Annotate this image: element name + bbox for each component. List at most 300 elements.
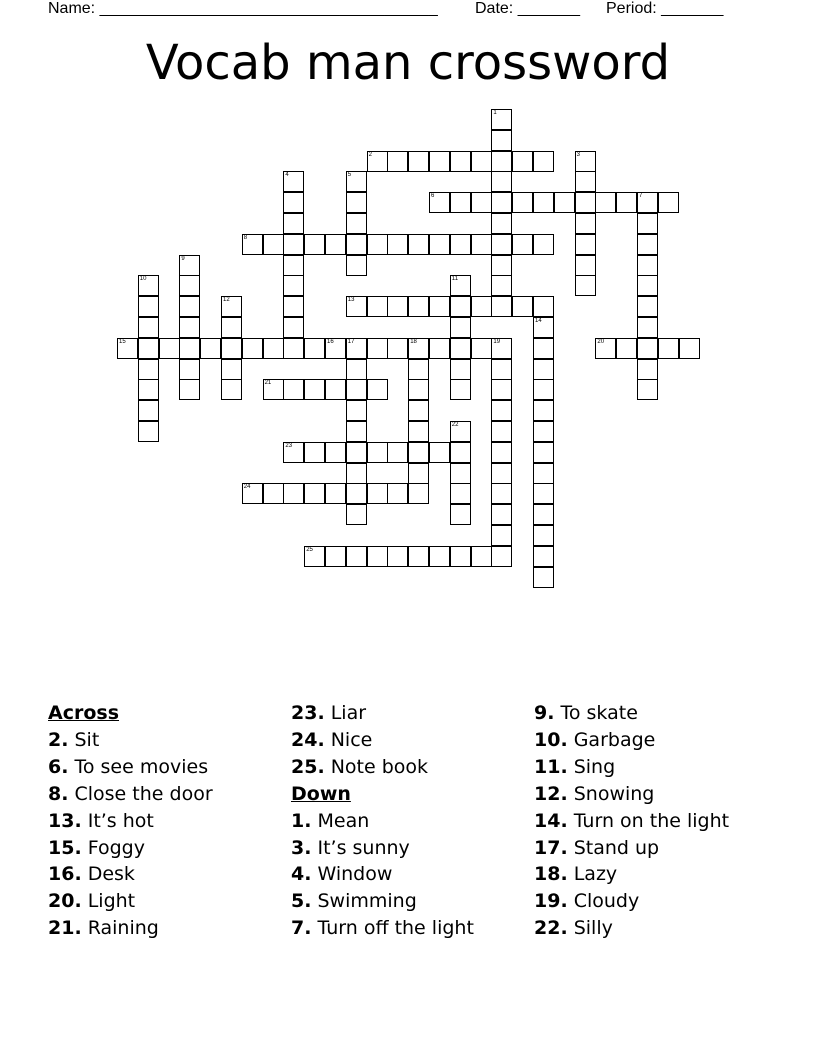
- crossword-cell[interactable]: [138, 338, 159, 359]
- clue-item-number: 16.: [48, 863, 82, 886]
- crossword-cell[interactable]: [387, 151, 408, 172]
- clue-item: [291, 888, 474, 915]
- crossword-cell[interactable]: [491, 525, 512, 546]
- clue-number: 22: [451, 422, 459, 428]
- crossword-cell[interactable]: [283, 379, 304, 400]
- crossword-cell[interactable]: [221, 317, 242, 338]
- crossword-cell[interactable]: [429, 442, 450, 463]
- clue-number: 17: [347, 338, 355, 345]
- crossword-cell[interactable]: [533, 463, 554, 484]
- crossword-cell[interactable]: [575, 255, 596, 276]
- clue-item-text: Nice: [324, 728, 373, 751]
- clue-item-number: 23.: [291, 702, 325, 724]
- crossword-cell[interactable]: [283, 192, 304, 213]
- crossword-cell[interactable]: [491, 213, 512, 234]
- crossword-cell[interactable]: [387, 483, 408, 504]
- clue-item-number: 21.: [48, 917, 82, 940]
- clue-item-text: Sing: [567, 755, 616, 778]
- crossword-cell[interactable]: [283, 213, 304, 234]
- crossword-cell[interactable]: [346, 213, 367, 234]
- clue-number: 9: [181, 255, 185, 262]
- crossword-cell[interactable]: [491, 442, 512, 463]
- crossword-cell[interactable]: [471, 151, 492, 172]
- clue-number: 21: [264, 380, 272, 387]
- crossword-cell[interactable]: [325, 483, 346, 504]
- crossword-cell[interactable]: [283, 317, 304, 338]
- crossword-cell[interactable]: [408, 234, 429, 255]
- crossword-cell[interactable]: [283, 338, 304, 359]
- clue-number: 2: [368, 151, 372, 158]
- clue-number: 15: [119, 338, 126, 345]
- clue-item-text: Cloudy: [567, 890, 640, 913]
- clue-item-text: Raining: [81, 917, 159, 940]
- clue-item-number: 2.: [48, 728, 69, 751]
- clue-item-text: Note book: [324, 755, 429, 778]
- crossword-cell[interactable]: [242, 483, 263, 504]
- crossword-cell[interactable]: [491, 338, 512, 359]
- clue-item-number: 11.: [534, 755, 568, 778]
- clue-number: 13: [347, 297, 355, 304]
- crossword-cell[interactable]: [658, 338, 679, 359]
- clue-item-text: Mean: [311, 809, 370, 832]
- clue-number: 6: [431, 193, 435, 200]
- crossword-cell[interactable]: [346, 192, 367, 213]
- crossword-cell[interactable]: [533, 421, 554, 442]
- crossword-cell[interactable]: [179, 296, 200, 317]
- crossword-cell[interactable]: [325, 442, 346, 463]
- clue-item-text: Close the door: [68, 782, 213, 805]
- crossword-cell[interactable]: [408, 483, 429, 504]
- clue-number: 4: [285, 172, 289, 179]
- crossword-cell[interactable]: [533, 338, 554, 359]
- crossword-cell[interactable]: [138, 400, 159, 421]
- crossword-cell[interactable]: [471, 296, 492, 317]
- crossword-cell[interactable]: [533, 317, 554, 338]
- crossword-cell[interactable]: [575, 192, 596, 213]
- crossword-cell[interactable]: [179, 317, 200, 338]
- crossword-cell[interactable]: [325, 546, 346, 567]
- clue-item: [48, 915, 213, 942]
- crossword-cell[interactable]: [491, 275, 512, 296]
- clue-item: [291, 835, 474, 862]
- period-field[interactable]: Period: _______: [606, 0, 724, 17]
- crossword-cell[interactable]: [450, 151, 471, 172]
- crossword-cell[interactable]: [512, 192, 533, 213]
- crossword-cell[interactable]: [304, 483, 325, 504]
- crossword-cell[interactable]: [595, 338, 616, 359]
- crossword-cell[interactable]: [367, 483, 388, 504]
- clue-number: 18: [410, 338, 417, 345]
- crossword-cell[interactable]: [138, 296, 159, 317]
- crossword-cell[interactable]: [283, 483, 304, 504]
- crossword-cell[interactable]: [346, 442, 367, 463]
- crossword-cell[interactable]: [263, 338, 284, 359]
- crossword-cell[interactable]: [491, 463, 512, 484]
- crossword-cell[interactable]: [491, 130, 512, 151]
- crossword-cell[interactable]: [367, 151, 388, 172]
- clue-number: 5: [347, 172, 352, 179]
- clue-item: [534, 727, 729, 754]
- crossword-cell[interactable]: [575, 234, 596, 255]
- crossword-cell[interactable]: [429, 546, 450, 567]
- clue-item-text: Swimming: [311, 890, 417, 913]
- crossword-cell[interactable]: [367, 442, 388, 463]
- clue-item: [291, 861, 474, 888]
- crossword-cell[interactable]: [221, 296, 242, 317]
- clue-item-number: 7.: [291, 917, 312, 940]
- crossword-cell[interactable]: [304, 234, 325, 255]
- crossword-cell[interactable]: [304, 338, 325, 359]
- crossword-cell[interactable]: [637, 359, 658, 380]
- clue-number: 20: [597, 338, 605, 345]
- crossword-cell[interactable]: [429, 192, 450, 213]
- crossword-cell[interactable]: [450, 338, 471, 359]
- crossword-cell[interactable]: [533, 483, 554, 504]
- clue-item-text: Silly: [567, 917, 613, 940]
- clue-item-text: Window: [311, 863, 393, 886]
- crossword-cell[interactable]: [138, 317, 159, 338]
- clue-item-number: 20.: [48, 890, 82, 913]
- crossword-cell[interactable]: [221, 379, 242, 400]
- clue-column-3: [534, 700, 729, 942]
- crossword-cell[interactable]: [637, 255, 658, 276]
- clue-item-number: 3.: [291, 836, 312, 859]
- crossword-cell[interactable]: [221, 338, 242, 359]
- crossword-cell[interactable]: [346, 463, 367, 484]
- crossword-cell[interactable]: [450, 275, 471, 296]
- crossword-cell[interactable]: [471, 338, 492, 359]
- crossword-cell[interactable]: [637, 338, 658, 359]
- crossword-cell[interactable]: [346, 379, 367, 400]
- clue-item-text: Turn off the light: [311, 917, 474, 940]
- crossword-cell[interactable]: [179, 338, 200, 359]
- crossword-cell[interactable]: [159, 338, 180, 359]
- clue-item-number: 1.: [291, 809, 312, 832]
- crossword-cell[interactable]: [575, 213, 596, 234]
- crossword-cell[interactable]: [387, 546, 408, 567]
- clue-column-1: [48, 700, 213, 942]
- crossword-cell[interactable]: [263, 483, 284, 504]
- crossword-cell[interactable]: [491, 379, 512, 400]
- clue-item-text: Lazy: [567, 863, 618, 886]
- clue-item-text: Turn on the light: [567, 809, 730, 832]
- crossword-cell[interactable]: [533, 525, 554, 546]
- clue-item-number: 10.: [534, 728, 568, 751]
- crossword-cell[interactable]: [138, 421, 159, 442]
- crossword-cell[interactable]: [429, 151, 450, 172]
- crossword-cell[interactable]: [408, 442, 429, 463]
- clue-item-number: 17.: [534, 836, 568, 859]
- crossword-cell[interactable]: [450, 296, 471, 317]
- crossword-cell[interactable]: [346, 421, 367, 442]
- crossword-cell[interactable]: [575, 275, 596, 296]
- crossword-cell[interactable]: [637, 234, 658, 255]
- crossword-cell[interactable]: [408, 421, 429, 442]
- crossword-cell[interactable]: [367, 546, 388, 567]
- crossword-cell[interactable]: [179, 255, 200, 276]
- crossword-cell[interactable]: [491, 192, 512, 213]
- crossword-cell[interactable]: [325, 379, 346, 400]
- clue-item: [291, 700, 474, 727]
- crossword-cell[interactable]: [679, 338, 700, 359]
- crossword-cell[interactable]: [367, 379, 388, 400]
- crossword-cell[interactable]: [450, 546, 471, 567]
- crossword-cell[interactable]: [450, 504, 471, 525]
- crossword-cell[interactable]: [471, 192, 492, 213]
- crossword-cell[interactable]: [450, 317, 471, 338]
- clue-item: [534, 808, 729, 835]
- clue-item-text: To see movies: [68, 755, 209, 778]
- crossword-cell[interactable]: [575, 171, 596, 192]
- crossword-cell[interactable]: [387, 442, 408, 463]
- clue-item: [534, 861, 729, 888]
- clue-item-text: It’s hot: [81, 809, 154, 832]
- crossword-cell[interactable]: [658, 192, 679, 213]
- clue-item: [48, 888, 213, 915]
- clue-item-text: Light: [81, 890, 136, 913]
- clue-number: 16: [327, 338, 334, 345]
- clue-number: 7: [639, 193, 643, 200]
- clue-item: [291, 808, 474, 835]
- crossword-cell[interactable]: [554, 192, 575, 213]
- crossword-cell[interactable]: [263, 234, 284, 255]
- crossword-cell[interactable]: [491, 504, 512, 525]
- clue-item: [534, 781, 729, 808]
- clue-item-number: 24.: [291, 728, 325, 751]
- clue-item: [291, 727, 474, 754]
- crossword-cell[interactable]: [408, 338, 429, 359]
- crossword-cell[interactable]: [533, 151, 554, 172]
- crossword-cell[interactable]: [491, 546, 512, 567]
- clue-item-number: 9.: [534, 702, 555, 724]
- clue-item-number: 14.: [534, 809, 568, 832]
- crossword-cell[interactable]: [346, 400, 367, 421]
- clue-number: 25: [306, 546, 313, 553]
- crossword-cell[interactable]: [512, 296, 533, 317]
- crossword-cell[interactable]: [346, 546, 367, 567]
- clue-number: 1: [493, 110, 497, 116]
- crossword-cell[interactable]: [429, 338, 450, 359]
- clue-number: 3: [576, 151, 580, 158]
- crossword-cell[interactable]: [387, 338, 408, 359]
- crossword-cell[interactable]: [533, 546, 554, 567]
- crossword-cell[interactable]: [637, 213, 658, 234]
- crossword-cell[interactable]: [491, 234, 512, 255]
- clue-item: [291, 915, 474, 942]
- clue-number: 19: [493, 338, 501, 345]
- crossword-cell[interactable]: [408, 463, 429, 484]
- clue-number: 10: [139, 276, 147, 283]
- clue-heading: Across: [48, 702, 120, 724]
- crossword-cell[interactable]: [263, 379, 284, 400]
- crossword-cell[interactable]: [450, 463, 471, 484]
- crossword-cell[interactable]: [616, 192, 637, 213]
- crossword-cell[interactable]: [367, 296, 388, 317]
- crossword-cell[interactable]: [117, 338, 138, 359]
- crossword-cell[interactable]: [346, 171, 367, 192]
- crossword-cell[interactable]: [346, 338, 367, 359]
- clue-item-number: 6.: [48, 755, 69, 778]
- clue-item-number: 12.: [534, 782, 568, 805]
- crossword-cell[interactable]: [491, 421, 512, 442]
- clue-column-2: [291, 700, 474, 942]
- crossword-cell[interactable]: [491, 359, 512, 380]
- crossword-cell[interactable]: [450, 442, 471, 463]
- clue-item-number: 13.: [48, 809, 82, 832]
- crossword-cell[interactable]: [408, 400, 429, 421]
- crossword-cell[interactable]: [533, 192, 554, 213]
- crossword-cell[interactable]: [637, 296, 658, 317]
- crossword-cell[interactable]: [408, 151, 429, 172]
- crossword-cell[interactable]: [179, 359, 200, 380]
- clue-number: 11: [451, 276, 459, 283]
- crossword-cell[interactable]: [533, 234, 554, 255]
- crossword-cell[interactable]: [346, 504, 367, 525]
- crossword-cell[interactable]: [491, 483, 512, 504]
- clue-item: [534, 888, 729, 915]
- crossword-cell[interactable]: [283, 275, 304, 296]
- clue-item-text: Snowing: [567, 782, 655, 805]
- crossword-cell[interactable]: [471, 234, 492, 255]
- clue-number: 23: [285, 442, 293, 449]
- crossword-cell[interactable]: [471, 546, 492, 567]
- crossword-cell[interactable]: [283, 234, 304, 255]
- clue-item: [48, 835, 213, 862]
- clue-item: [48, 754, 213, 781]
- clue-item-text: Garbage: [567, 728, 656, 751]
- crossword-cell[interactable]: [637, 379, 658, 400]
- clue-item-text: Stand up: [567, 836, 660, 859]
- crossword-cell[interactable]: [491, 255, 512, 276]
- clue-number: 8: [243, 234, 248, 241]
- crossword-cell[interactable]: [304, 379, 325, 400]
- crossword-cell[interactable]: [325, 234, 346, 255]
- clue-item-number: 19.: [534, 890, 568, 913]
- crossword-cell[interactable]: [533, 379, 554, 400]
- clue-item: [48, 727, 213, 754]
- crossword-cell[interactable]: [179, 379, 200, 400]
- crossword-cell[interactable]: [616, 338, 637, 359]
- crossword-cell[interactable]: [387, 296, 408, 317]
- page-title: Vocab man crossword: [145, 35, 671, 91]
- clue-item: [534, 835, 729, 862]
- crossword-cell[interactable]: [429, 234, 450, 255]
- crossword-cell[interactable]: [408, 379, 429, 400]
- crossword-cell[interactable]: [512, 234, 533, 255]
- crossword-cell[interactable]: [491, 151, 512, 172]
- crossword-cell[interactable]: [533, 442, 554, 463]
- date-field[interactable]: Date: _______: [475, 0, 580, 17]
- clue-item-text: Desk: [81, 863, 135, 886]
- clue-item-text: Sit: [68, 728, 100, 751]
- crossword-cell[interactable]: [200, 338, 221, 359]
- clue-item: [48, 781, 213, 808]
- crossword-cell[interactable]: [491, 109, 512, 130]
- crossword-cell[interactable]: [242, 338, 263, 359]
- clue-item-text: To skate: [554, 702, 638, 724]
- crossword-cell[interactable]: [367, 338, 388, 359]
- crossword-cell[interactable]: [346, 359, 367, 380]
- crossword-cell[interactable]: [346, 483, 367, 504]
- crossword-cell[interactable]: [491, 171, 512, 192]
- crossword-cell[interactable]: [304, 442, 325, 463]
- crossword-cell[interactable]: [346, 296, 367, 317]
- crossword-cell[interactable]: [533, 359, 554, 380]
- crossword-cell[interactable]: [637, 192, 658, 213]
- name-field[interactable]: Name: ______________________________________: [48, 0, 438, 17]
- crossword-cell[interactable]: [283, 255, 304, 276]
- crossword-cell[interactable]: [533, 504, 554, 525]
- clue-item: [291, 754, 474, 781]
- crossword-cell[interactable]: [450, 421, 471, 442]
- crossword-cell[interactable]: [595, 192, 616, 213]
- clue-item: [48, 808, 213, 835]
- clue-item-number: 8.: [48, 782, 69, 805]
- crossword-cell[interactable]: [283, 296, 304, 317]
- clue-item-number: 22.: [534, 917, 568, 940]
- crossword-cell[interactable]: [533, 567, 554, 588]
- crossword-cell[interactable]: [450, 192, 471, 213]
- clue-item: [534, 915, 729, 942]
- crossword-cell[interactable]: [221, 359, 242, 380]
- crossword-cell[interactable]: [637, 275, 658, 296]
- crossword-cell[interactable]: [637, 317, 658, 338]
- clue-number: 12: [223, 297, 230, 304]
- crossword-cell[interactable]: [429, 296, 450, 317]
- clue-item-number: 25.: [291, 755, 325, 778]
- clue-number: 14: [535, 318, 542, 324]
- crossword-cell[interactable]: [346, 234, 367, 255]
- clue-item: [48, 861, 213, 888]
- clue-item-text: Liar: [324, 702, 367, 724]
- clue-item-number: 5.: [291, 890, 312, 913]
- crossword-cell[interactable]: [387, 234, 408, 255]
- crossword-cell[interactable]: [450, 379, 471, 400]
- crossword-cell[interactable]: [138, 379, 159, 400]
- crossword-cell[interactable]: [283, 171, 304, 192]
- crossword-cell[interactable]: [450, 359, 471, 380]
- clue-item-number: 18.: [534, 863, 568, 886]
- crossword-cell[interactable]: [367, 234, 388, 255]
- crossword-cell[interactable]: [283, 442, 304, 463]
- crossword-cell[interactable]: [533, 400, 554, 421]
- crossword-cell[interactable]: [491, 400, 512, 421]
- clue-item-number: 15.: [48, 836, 82, 859]
- clue-heading: Down: [291, 782, 351, 805]
- crossword-cell[interactable]: [304, 546, 325, 567]
- crossword-cell[interactable]: [533, 296, 554, 317]
- crossword-cell[interactable]: [408, 546, 429, 567]
- crossword-cell[interactable]: [325, 338, 346, 359]
- clue-item: [534, 700, 729, 727]
- crossword-cell[interactable]: [491, 296, 512, 317]
- crossword-cell[interactable]: [138, 275, 159, 296]
- crossword-cell[interactable]: [408, 296, 429, 317]
- crossword-cell[interactable]: [450, 483, 471, 504]
- crossword-cell[interactable]: [450, 234, 471, 255]
- crossword-cell[interactable]: [242, 234, 263, 255]
- clue-number: 24: [243, 484, 251, 491]
- clue-item-number: 4.: [291, 863, 312, 886]
- worksheet-header: [48, 0, 748, 20]
- crossword-cell[interactable]: [138, 359, 159, 380]
- crossword-cell[interactable]: [575, 151, 596, 172]
- crossword-cell[interactable]: [346, 255, 367, 276]
- crossword-cell[interactable]: [512, 151, 533, 172]
- clue-item: [534, 754, 729, 781]
- crossword-cell[interactable]: [408, 359, 429, 380]
- crossword-cell[interactable]: [179, 275, 200, 296]
